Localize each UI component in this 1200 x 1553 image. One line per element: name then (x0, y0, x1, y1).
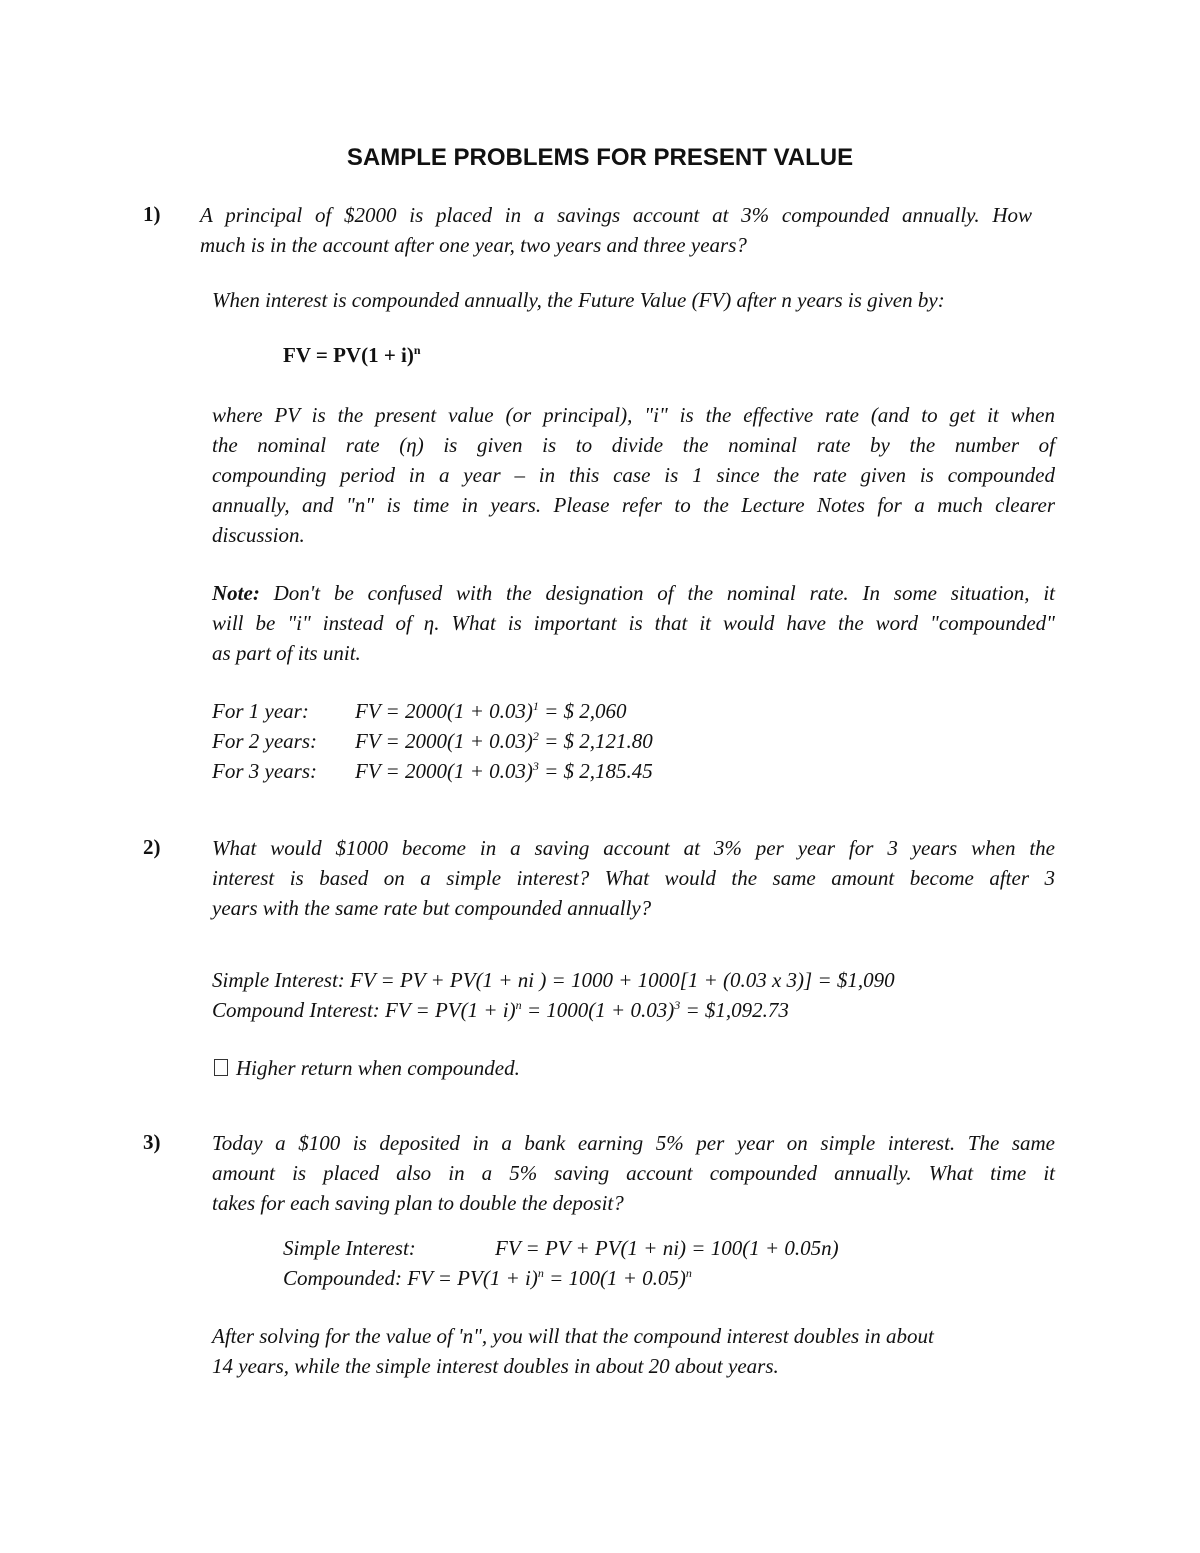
result-formula: FV = $2000(1 + 0.03)^2$ = $ 2,121.80 (355, 729, 653, 753)
conclusion-line: Higher return when compounded. (214, 1055, 520, 1081)
answer-line: 14 years, while the simple interest doubles in about 20 about years. (212, 1354, 779, 1378)
question-line: A principal of $2000 is placed in a savings account at 3% compounded annually. How (200, 203, 1032, 227)
result-label: For 1 year: (212, 699, 309, 723)
result-formula: FV = $2000(1 + 0.03)^1$ = $ 2,060 (355, 699, 627, 723)
problem-number: 1) (143, 202, 161, 226)
explanation-line: annually, and "n" is time in years. Please refer to the Lecture Notes for a much clearer (212, 493, 1055, 517)
intro-text: When interest is compounded annually, the Future Value (FV) after n years is given by: (212, 288, 945, 312)
result-formula: FV = $2000(1 + 0.03)^3$ = $ 2,185.45 (355, 759, 653, 783)
simple-interest-label: Simple Interest: (283, 1236, 416, 1260)
fv-formula: FV = $PV(1 + i)^n$ (283, 343, 421, 367)
note-line: as part of its unit. (212, 641, 361, 665)
result-label: For 3 years: (212, 759, 317, 783)
note-line: Note: Don't be confused with the designation of the nominal rate. In some situation, it (212, 581, 1055, 605)
checkbox-glyph-icon (214, 1059, 228, 1076)
question-line: much is in the account after one year, two years and three years? (200, 233, 747, 257)
note-line: will be "i" instead of η. What is important is that it would have the word "compounded" (212, 611, 1055, 635)
question-line: amount is placed also in a 5% saving account compounded annually. What time it (212, 1161, 1055, 1185)
question-line: Today a $100 is deposited in a bank earning 5% per year on simple interest. The same (212, 1131, 1055, 1155)
explanation-line: compounding period in a year – in this case is 1 since the rate given is compounded (212, 463, 1055, 487)
compound-interest-line: Compound Interest: FV = $PV(1 + i)^n = 1000(1 + 0.03)^3$ = $1,092.73 (212, 998, 789, 1022)
compounded-formula: Compounded: FV = $PV(1 + i)^n = 100(1 + 0.05)^n$ (283, 1266, 692, 1290)
question-line: years with the same rate but compounded annually? (212, 896, 652, 920)
explanation-line: where PV is the present value (or principal), "i" is the effective rate (and to get it when (212, 403, 1055, 427)
simple-interest-formula: FV = PV + PV(1 + ni) = 100(1 + 0.05n) (495, 1236, 839, 1260)
page-title: SAMPLE PROBLEMS FOR PRESENT VALUE (346, 144, 854, 171)
problem-number: 2) (143, 835, 161, 859)
result-label: For 2 years: (212, 729, 317, 753)
problem-number: 3) (143, 1130, 161, 1154)
question-line: takes for each saving plan to double the deposit? (212, 1191, 624, 1215)
answer-line: After solving for the value of 'n", you will that the compound interest doubles in about (212, 1324, 934, 1348)
simple-interest-line: Simple Interest: FV = PV + PV(1 + ni ) = 1000 + 1000[1 + (0.03 x 3)] = $1,090 (212, 968, 895, 992)
explanation-line: the nominal rate (η) is given is to divide the nominal rate by the number of (212, 433, 1055, 457)
question-line: What would $1000 become in a saving account at 3% per year for 3 years when the (212, 836, 1055, 860)
question-line: interest is based on a simple interest? What would the same amount become after 3 (212, 866, 1055, 890)
explanation-line: discussion. (212, 523, 305, 547)
